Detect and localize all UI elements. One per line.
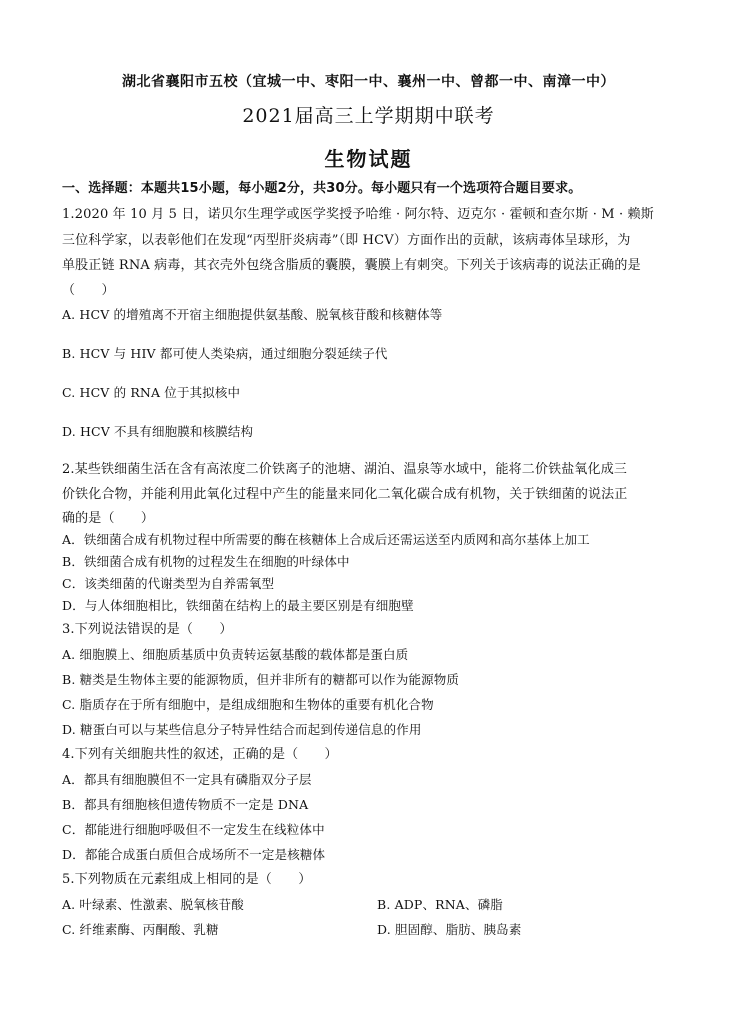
q5-stem: 5.下列物质在元素组成上相同的是（ ） bbox=[62, 872, 312, 887]
exam-subtitle: 生物试题 bbox=[324, 147, 413, 171]
q3-stem: 3.下列说法错误的是（ ） bbox=[62, 622, 233, 637]
q1-stem-line: 三位科学家，以表彰他们在发现“丙型肝炎病毒”（即 HCV）方面作出的贡献，该病毒体呈球形，为 bbox=[62, 233, 631, 248]
q4-option-c: C．都能进行细胞呼吸但不一定发生在线粒体中 bbox=[62, 822, 325, 837]
q1-stem-line: 1.2020 年 10 月 5 日，诺贝尔生理学或医学奖授予哈维 · 阿尔特、迈克尔 · 霍顿和查尔斯 · M · 赖斯 bbox=[62, 207, 654, 222]
q2-stem-line: 价铁化合物，并能利用此氧化过程中产生的能量来同化二氧化碳合成有机物，关于铁细菌的说法正 bbox=[62, 487, 628, 502]
q1-option-c: C. HCV 的 RNA 位于其拟核中 bbox=[62, 385, 241, 400]
q5-options-row bbox=[62, 921, 677, 939]
q2-option-d: D．与人体细胞相比，铁细菌在结构上的最主要区别是有细胞壁 bbox=[62, 598, 414, 613]
q3-option-d: D. 糖蛋白可以与某些信息分子特异性结合而起到传递信息的作用 bbox=[62, 722, 422, 737]
exam-title: 2021届高三上学期期中联考 bbox=[242, 105, 495, 127]
q5-option-b: B. ADP、RNA、磷脂 bbox=[377, 897, 503, 912]
q4-option-b: B．都具有细胞核但遗传物质不一定是 DNA bbox=[62, 797, 309, 812]
q1-stem-line: 单股正链 RNA 病毒，其衣壳外包绕含脂质的囊膜，囊膜上有刺突。下列关于该病毒的说法正确的是 bbox=[62, 258, 641, 273]
q4-option-d: D．都能合成蛋白质但合成场所不一定是核糖体 bbox=[62, 847, 326, 862]
q2-option-b: B．铁细菌合成有机物的过程发生在细胞的叶绿体中 bbox=[62, 554, 350, 569]
q4-option-a: A．都具有细胞膜但不一定具有磷脂双分子层 bbox=[62, 772, 312, 787]
q2-stem-line: 确的是（ ） bbox=[62, 511, 155, 526]
q1-stem-line: （ ） bbox=[62, 283, 115, 298]
q5-option-a: A. 叶绿素、性激素、脱氧核苷酸 bbox=[62, 897, 244, 912]
q5-option-d: D. 胆固醇、脂肪、胰岛素 bbox=[377, 922, 522, 937]
q4-stem: 4.下列有关细胞共性的叙述，正确的是（ ） bbox=[62, 747, 338, 762]
q2-option-a: A．铁细菌合成有机物过程中所需要的酶在核糖体上合成后还需运送至内质网和高尔基体上加工 bbox=[62, 532, 590, 547]
q3-option-c: C. 脂质存在于所有细胞中，是组成细胞和生物体的重要有机化合物 bbox=[62, 697, 434, 712]
q1-option-b: B. HCV 与 HIV 都可使人类染病，通过细胞分裂延续子代 bbox=[62, 346, 388, 361]
q5-option-c: C. 纤维素酶、丙酮酸、乳糖 bbox=[62, 922, 219, 937]
q3-option-a: A. 细胞膜上、细胞质基质中负责转运氨基酸的载体都是蛋白质 bbox=[62, 647, 409, 662]
q1-option-d: D. HCV 不具有细胞膜和核膜结构 bbox=[62, 424, 254, 439]
section-heading: 一、选择题：本题共15小题，每小题2分，共30分。每小题只有一个选项符合题目要求。 bbox=[62, 181, 582, 196]
q3-option-b: B. 糖类是生物体主要的能源物质，但并非所有的糖都可以作为能源物质 bbox=[62, 672, 460, 687]
q2-stem-line: 2.某些铁细菌生活在含有高浓度二价铁离子的池塘、湖泊、温泉等水域中，能将二价铁盐氧化成三 bbox=[62, 462, 628, 477]
q1-option-a: A. HCV 的增殖离不开宿主细胞提供氨基酸、脱氧核苷酸和核糖体等 bbox=[62, 307, 443, 322]
school-header: 湖北省襄阳市五校（宜城一中、枣阳一中、襄州一中、曾都一中、南漳一中） bbox=[122, 74, 615, 90]
q2-option-c: C．该类细菌的代谢类型为自养需氧型 bbox=[62, 576, 275, 591]
q5-options-row bbox=[62, 896, 677, 914]
